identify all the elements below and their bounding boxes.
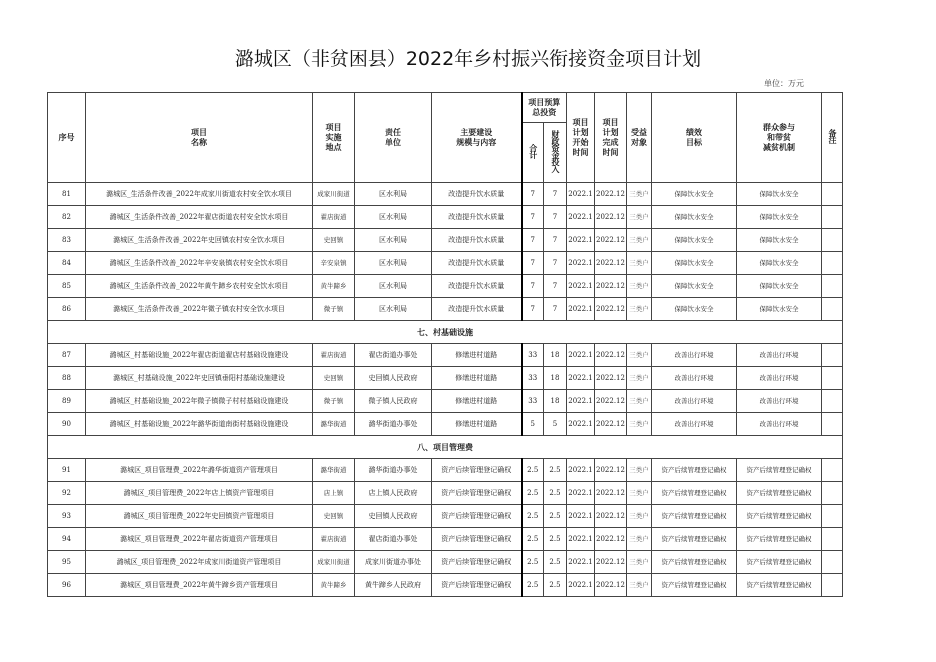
table-row: [48, 206, 843, 229]
cell-total: 7: [522, 229, 544, 252]
cell-end: 2022.12: [595, 574, 627, 597]
header-end: 项目 计划 完成 时间: [595, 93, 627, 183]
cell-total: 2.5: [522, 574, 544, 597]
cell-mechanism: 改善出行环境: [737, 344, 822, 367]
table-row: [48, 344, 843, 367]
cell-unit: 史回镇人民政府: [355, 505, 432, 528]
header-fiscal-text: 财政资金投入: [551, 130, 560, 172]
cell-end: 2022.12: [595, 344, 627, 367]
cell-target: 三类户: [627, 183, 652, 206]
cell-target: 三类户: [627, 367, 652, 390]
cell-total: 2.5: [522, 528, 544, 551]
cell-unit: 潞华街道办事处: [355, 459, 432, 482]
cell-content: 资产后续管理登记确权: [432, 482, 522, 505]
cell-content: 修缮进村道路: [432, 344, 522, 367]
cell-name: 潞城区_村基础设施_2022年史回镇垂阳村基础设施建设: [86, 367, 313, 390]
cell-unit: 潞华街道办事处: [355, 413, 432, 436]
cell-mechanism: 资产后续管理登记确权: [737, 551, 822, 574]
cell-no: 81: [48, 183, 86, 206]
cell-unit: 区水利局: [355, 229, 432, 252]
cell-no: 88: [48, 367, 86, 390]
cell-goal: 资产后续管理登记确权: [652, 482, 737, 505]
cell-unit: 区水利局: [355, 298, 432, 321]
cell-start: 2022.1: [567, 367, 595, 390]
cell-remark: [822, 505, 843, 528]
cell-fiscal: 7: [544, 252, 567, 275]
cell-fiscal: 2.5: [544, 459, 567, 482]
cell-remark: [822, 413, 843, 436]
cell-remark: [822, 367, 843, 390]
cell-target: 三类户: [627, 206, 652, 229]
cell-content: 修缮进村道路: [432, 413, 522, 436]
cell-start: 2022.1: [567, 344, 595, 367]
cell-mechanism: 资产后续管理登记确权: [737, 459, 822, 482]
cell-name: 潞城区_项目管理费_2022年黄牛蹄乡资产管理项目: [86, 574, 313, 597]
cell-name: 潞城区_项目管理费_2022年潞华街道资产管理项目: [86, 459, 313, 482]
cell-fiscal: 18: [544, 344, 567, 367]
table-row: [48, 413, 843, 436]
cell-place: 店上镇: [313, 482, 355, 505]
cell-fiscal: 7: [544, 183, 567, 206]
cell-start: 2022.1: [567, 298, 595, 321]
cell-content: 资产后续管理登记确权: [432, 528, 522, 551]
cell-end: 2022.12: [595, 505, 627, 528]
cell-no: 89: [48, 390, 86, 413]
cell-remark: [822, 183, 843, 206]
table-row: [48, 505, 843, 528]
header-total-text: 合计: [528, 144, 538, 158]
cell-mechanism: 资产后续管理登记确权: [737, 505, 822, 528]
cell-no: 95: [48, 551, 86, 574]
cell-no: 87: [48, 344, 86, 367]
cell-remark: [822, 574, 843, 597]
header-goal: 绩效 目标: [652, 93, 737, 183]
table-row: [48, 574, 843, 597]
cell-mechanism: 保障饮水安全: [737, 229, 822, 252]
cell-goal: 保障饮水安全: [652, 275, 737, 298]
cell-unit: 区水利局: [355, 252, 432, 275]
section-title: 八、项目管理费: [48, 436, 843, 459]
cell-goal: 保障饮水安全: [652, 183, 737, 206]
cell-total: 2.5: [522, 482, 544, 505]
cell-target: 三类户: [627, 459, 652, 482]
cell-content: 改造提升饮水质量: [432, 252, 522, 275]
header-name: 项目 名称: [86, 93, 313, 183]
cell-goal: 资产后续管理登记确权: [652, 551, 737, 574]
cell-goal: 改善出行环境: [652, 390, 737, 413]
cell-place: 黄牛蹄乡: [313, 275, 355, 298]
cell-no: 85: [48, 275, 86, 298]
cell-place: 翟店街道: [313, 528, 355, 551]
cell-mechanism: 资产后续管理登记确权: [737, 574, 822, 597]
cell-unit: 翟店街道办事处: [355, 528, 432, 551]
cell-remark: [822, 229, 843, 252]
header-unit: 责任 单位: [355, 93, 432, 183]
header-place: 项目 实施 地点: [313, 93, 355, 183]
cell-mechanism: 改善出行环境: [737, 413, 822, 436]
cell-no: 84: [48, 252, 86, 275]
cell-goal: 保障饮水安全: [652, 298, 737, 321]
cell-end: 2022.12: [595, 413, 627, 436]
cell-unit: 店上镇人民政府: [355, 482, 432, 505]
cell-total: 5: [522, 413, 544, 436]
cell-content: 资产后续管理登记确权: [432, 574, 522, 597]
cell-remark: [822, 206, 843, 229]
cell-end: 2022.12: [595, 367, 627, 390]
cell-goal: 保障饮水安全: [652, 229, 737, 252]
cell-remark: [822, 551, 843, 574]
cell-remark: [822, 528, 843, 551]
cell-fiscal: 7: [544, 206, 567, 229]
cell-place: 成家川街道: [313, 183, 355, 206]
cell-goal: 资产后续管理登记确权: [652, 459, 737, 482]
header-budget: 项目预算 总投资: [522, 93, 567, 123]
cell-end: 2022.12: [595, 252, 627, 275]
cell-content: 改造提升饮水质量: [432, 229, 522, 252]
cell-mechanism: 保障饮水安全: [737, 183, 822, 206]
header-total: [522, 123, 544, 183]
header-fiscal: [544, 123, 567, 183]
cell-fiscal: 18: [544, 390, 567, 413]
table-row: [48, 229, 843, 252]
cell-target: 三类户: [627, 482, 652, 505]
cell-target: 三类户: [627, 413, 652, 436]
cell-name: 潞城区_生活条件改善_2022年辛安泉镇农村安全饮水项目: [86, 252, 313, 275]
cell-place: 辛安泉镇: [313, 252, 355, 275]
cell-total: 33: [522, 390, 544, 413]
cell-start: 2022.1: [567, 574, 595, 597]
cell-goal: 资产后续管理登记确权: [652, 505, 737, 528]
cell-target: 三类户: [627, 298, 652, 321]
cell-target: 三类户: [627, 528, 652, 551]
cell-place: 潞华街道: [313, 459, 355, 482]
cell-place: 翟店街道: [313, 344, 355, 367]
cell-name: 潞城区_生活条件改善_2022年翟店街道农村安全饮水项目: [86, 206, 313, 229]
cell-content: 修缮进村道路: [432, 367, 522, 390]
cell-remark: [822, 459, 843, 482]
cell-start: 2022.1: [567, 413, 595, 436]
cell-total: 2.5: [522, 459, 544, 482]
cell-total: 7: [522, 252, 544, 275]
header-start: 项目 计划 开始 时间: [567, 93, 595, 183]
cell-name: 潞城区_项目管理费_2022年翟店街道资产管理项目: [86, 528, 313, 551]
cell-place: 史回镇: [313, 505, 355, 528]
cell-fiscal: 2.5: [544, 574, 567, 597]
header-content: 主要建设 规模与内容: [432, 93, 522, 183]
table-row: [48, 367, 843, 390]
cell-target: 三类户: [627, 505, 652, 528]
cell-goal: 保障饮水安全: [652, 206, 737, 229]
cell-start: 2022.1: [567, 206, 595, 229]
table-row: [48, 298, 843, 321]
cell-name: 潞城区_村基础设施_2022年微子镇微子村村基础设施建设: [86, 390, 313, 413]
cell-start: 2022.1: [567, 459, 595, 482]
cell-target: 三类户: [627, 229, 652, 252]
cell-start: 2022.1: [567, 551, 595, 574]
cell-content: 修缮进村道路: [432, 390, 522, 413]
cell-fiscal: 18: [544, 367, 567, 390]
cell-total: 7: [522, 298, 544, 321]
cell-goal: 改善出行环境: [652, 344, 737, 367]
cell-fiscal: 7: [544, 229, 567, 252]
cell-start: 2022.1: [567, 275, 595, 298]
cell-unit: 区水利局: [355, 275, 432, 298]
unit-label: 单位：万元: [764, 79, 804, 88]
table-row: [48, 482, 843, 505]
cell-no: 96: [48, 574, 86, 597]
cell-mechanism: 保障饮水安全: [737, 206, 822, 229]
cell-remark: [822, 298, 843, 321]
cell-place: 潞华街道: [313, 413, 355, 436]
section-title: 七、村基础设施: [48, 321, 843, 344]
cell-target: 三类户: [627, 344, 652, 367]
cell-no: 94: [48, 528, 86, 551]
cell-name: 潞城区_村基础设施_2022年潞华街道南街村基础设施建设: [86, 413, 313, 436]
cell-end: 2022.12: [595, 229, 627, 252]
cell-start: 2022.1: [567, 482, 595, 505]
cell-end: 2022.12: [595, 183, 627, 206]
table-row: [48, 390, 843, 413]
cell-unit: 微子镇人民政府: [355, 390, 432, 413]
cell-goal: 资产后续管理登记确权: [652, 574, 737, 597]
cell-target: 三类户: [627, 551, 652, 574]
cell-target: 三类户: [627, 252, 652, 275]
cell-remark: [822, 344, 843, 367]
cell-content: 资产后续管理登记确权: [432, 459, 522, 482]
cell-fiscal: 2.5: [544, 505, 567, 528]
cell-end: 2022.12: [595, 390, 627, 413]
cell-no: 91: [48, 459, 86, 482]
cell-name: 潞城区_项目管理费_2022年店上镇资产管理项目: [86, 482, 313, 505]
cell-target: 三类户: [627, 574, 652, 597]
cell-place: 史回镇: [313, 229, 355, 252]
cell-mechanism: 保障饮水安全: [737, 252, 822, 275]
cell-unit: 黄牛蹄乡人民政府: [355, 574, 432, 597]
cell-start: 2022.1: [567, 505, 595, 528]
cell-end: 2022.12: [595, 459, 627, 482]
cell-target: 三类户: [627, 390, 652, 413]
cell-remark: [822, 390, 843, 413]
cell-fiscal: 2.5: [544, 528, 567, 551]
cell-content: 改造提升饮水质量: [432, 206, 522, 229]
header-remark: [822, 93, 843, 183]
cell-name: 潞城区_项目管理费_2022年成家川街道资产管理项目: [86, 551, 313, 574]
cell-end: 2022.12: [595, 275, 627, 298]
cell-mechanism: 改善出行环境: [737, 367, 822, 390]
cell-fiscal: 5: [544, 413, 567, 436]
cell-name: 潞城区_生活条件改善_2022年黄牛蹄乡农村安全饮水项目: [86, 275, 313, 298]
cell-name: 潞城区_项目管理费_2022年史回镇资产管理项目: [86, 505, 313, 528]
cell-place: 史回镇: [313, 367, 355, 390]
cell-content: 改造提升饮水质量: [432, 298, 522, 321]
cell-start: 2022.1: [567, 528, 595, 551]
cell-content: 资产后续管理登记确权: [432, 505, 522, 528]
cell-place: 微子镇: [313, 390, 355, 413]
cell-end: 2022.12: [595, 482, 627, 505]
cell-remark: [822, 252, 843, 275]
project-table: [47, 92, 843, 597]
header-mechanism: 群众参与 和带贫 减贫机制: [737, 93, 822, 183]
cell-unit: 史回镇人民政府: [355, 367, 432, 390]
cell-mechanism: 保障饮水安全: [737, 298, 822, 321]
table-row: [48, 528, 843, 551]
header-target: 受益 对象: [627, 93, 652, 183]
cell-remark: [822, 275, 843, 298]
cell-goal: 改善出行环境: [652, 413, 737, 436]
cell-end: 2022.12: [595, 551, 627, 574]
cell-name: 潞城区_生活条件改善_2022年史回镇农村安全饮水项目: [86, 229, 313, 252]
cell-target: 三类户: [627, 275, 652, 298]
table-row: [48, 459, 843, 482]
cell-fiscal: 7: [544, 275, 567, 298]
cell-total: 33: [522, 344, 544, 367]
section-row: [48, 321, 843, 344]
cell-place: 微子镇: [313, 298, 355, 321]
cell-no: 82: [48, 206, 86, 229]
cell-name: 潞城区_生活条件改善_2022年微子镇农村安全饮水项目: [86, 298, 313, 321]
cell-no: 86: [48, 298, 86, 321]
page-title: 潞城区（非贫困县）2022年乡村振兴衔接资金项目计划: [234, 48, 702, 70]
cell-end: 2022.12: [595, 298, 627, 321]
cell-total: 7: [522, 206, 544, 229]
cell-fiscal: 7: [544, 298, 567, 321]
table-row: [48, 183, 843, 206]
cell-place: 成家川街道: [313, 551, 355, 574]
cell-place: 翟店街道: [313, 206, 355, 229]
cell-unit: 区水利局: [355, 183, 432, 206]
cell-total: 2.5: [522, 505, 544, 528]
cell-end: 2022.12: [595, 206, 627, 229]
cell-unit: 翟店街道办事处: [355, 344, 432, 367]
cell-start: 2022.1: [567, 183, 595, 206]
cell-no: 83: [48, 229, 86, 252]
cell-total: 33: [522, 367, 544, 390]
cell-content: 资产后续管理登记确权: [432, 551, 522, 574]
cell-total: 2.5: [522, 551, 544, 574]
table-row: [48, 551, 843, 574]
cell-end: 2022.12: [595, 528, 627, 551]
cell-mechanism: 资产后续管理登记确权: [737, 482, 822, 505]
cell-mechanism: 保障饮水安全: [737, 275, 822, 298]
table-row: [48, 252, 843, 275]
cell-unit: 成家川街道办事处: [355, 551, 432, 574]
cell-start: 2022.1: [567, 229, 595, 252]
cell-goal: 保障饮水安全: [652, 252, 737, 275]
cell-goal: 改善出行环境: [652, 367, 737, 390]
cell-remark: [822, 482, 843, 505]
cell-fiscal: 2.5: [544, 551, 567, 574]
cell-no: 92: [48, 482, 86, 505]
table-row: [48, 275, 843, 298]
cell-mechanism: 资产后续管理登记确权: [737, 528, 822, 551]
section-row: [48, 436, 843, 459]
cell-total: 7: [522, 275, 544, 298]
cell-place: 黄牛蹄乡: [313, 574, 355, 597]
cell-name: 潞城区_村基础设施_2022年翟店街道翟店村基础设施建设: [86, 344, 313, 367]
cell-mechanism: 改善出行环境: [737, 390, 822, 413]
cell-unit: 区水利局: [355, 206, 432, 229]
cell-name: 潞城区_生活条件改善_2022年成家川街道农村安全饮水项目: [86, 183, 313, 206]
header-remark-text: 备注: [828, 129, 837, 143]
cell-content: 改造提升饮水质量: [432, 183, 522, 206]
cell-start: 2022.1: [567, 252, 595, 275]
cell-start: 2022.1: [567, 390, 595, 413]
cell-goal: 资产后续管理登记确权: [652, 528, 737, 551]
cell-content: 改造提升饮水质量: [432, 275, 522, 298]
header-no: 序号: [48, 93, 86, 183]
cell-fiscal: 2.5: [544, 482, 567, 505]
cell-no: 90: [48, 413, 86, 436]
cell-no: 93: [48, 505, 86, 528]
cell-total: 7: [522, 183, 544, 206]
